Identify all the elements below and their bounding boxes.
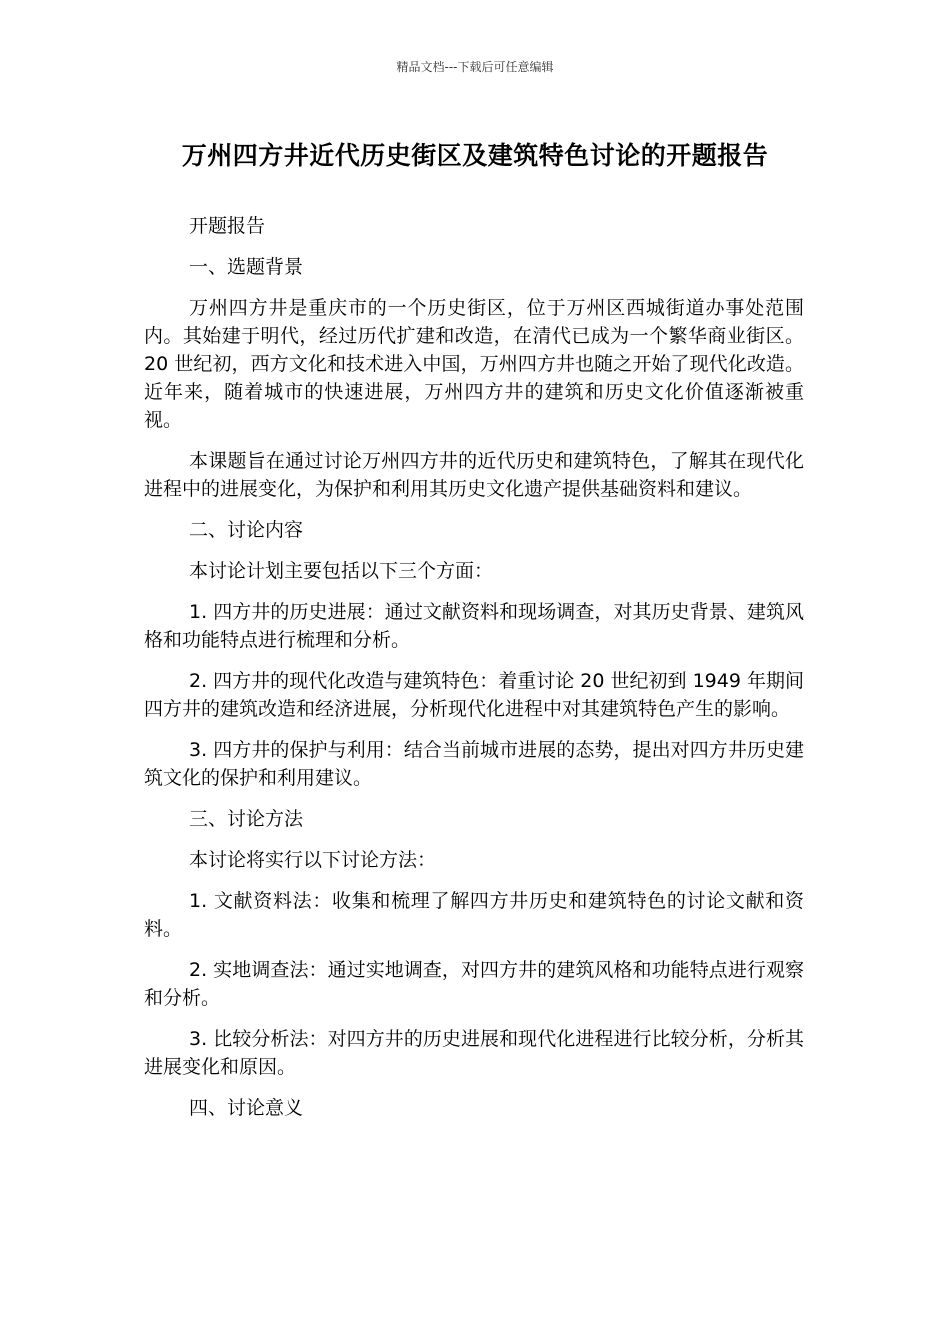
paragraph-heading-report: 开题报告 <box>189 215 266 237</box>
section-heading-content: 二、讨论内容 <box>189 519 304 541</box>
section-heading-background: 一、选题背景 <box>189 256 304 278</box>
section-heading-significance: 四、讨论意义 <box>189 1097 304 1119</box>
list-item-content-1: 1. 四方井的历史进展：通过文献资料和现场调查，对其历史背景、建筑风格和功能特点进行梳理和分析。 <box>144 601 804 651</box>
list-item-content-2: 2. 四方井的现代化改造与建筑特色：着重讨论 20 世纪初到 1949 年期间四方井的建筑改造和经济进展，分析现代化进程中对其建筑特色产生的影响。 <box>144 670 804 720</box>
document-title: 万州四方井近代历史街区及建筑特色讨论的开题报告 <box>181 141 769 170</box>
list-item-method-2: 2. 实地调查法：通过实地调查，对四方井的建筑风格和功能特点进行观察和分析。 <box>144 959 804 1009</box>
section-heading-methods: 三、讨论方法 <box>189 808 304 830</box>
paragraph-methods-intro: 本讨论将实行以下讨论方法： <box>189 849 437 871</box>
document-body <box>144 212 804 1135</box>
header-note: 精品文档---下载后可任意编辑 <box>396 60 554 74</box>
list-item-method-1: 1. 文献资料法：收集和梳理了解四方井历史和建筑特色的讨论文献和资料。 <box>144 890 804 940</box>
list-item-content-3: 3. 四方井的保护与利用：结合当前城市进展的态势，提出对四方井历史建筑文化的保护和利用建议。 <box>144 739 804 789</box>
list-item-method-3: 3. 比较分析法：对四方井的历史进展和现代化进程进行比较分析，分析其进展变化和原因。 <box>144 1028 804 1078</box>
paragraph-content-intro: 本讨论计划主要包括以下三个方面： <box>189 560 494 582</box>
paragraph-purpose: 本课题旨在通过讨论万州四方井的近代历史和建筑特色，了解其在现代化进程中的进展变化，为保护和利用其历史文化遗产提供基础资料和建议。 <box>144 450 804 500</box>
paragraph-background: 万州四方井是重庆市的一个历史街区，位于万州区西城街道办事处范围内。其始建于明代，经过历代扩建和改造，在清代已成为一个繁华商业街区。20 世纪初，西方文化和技术进入中国，万州四方井也随之开始了现代化改造。近年来，随着城市的快速进展，万州四方井的建筑和历史文化价值逐渐被重视。 <box>144 297 804 431</box>
